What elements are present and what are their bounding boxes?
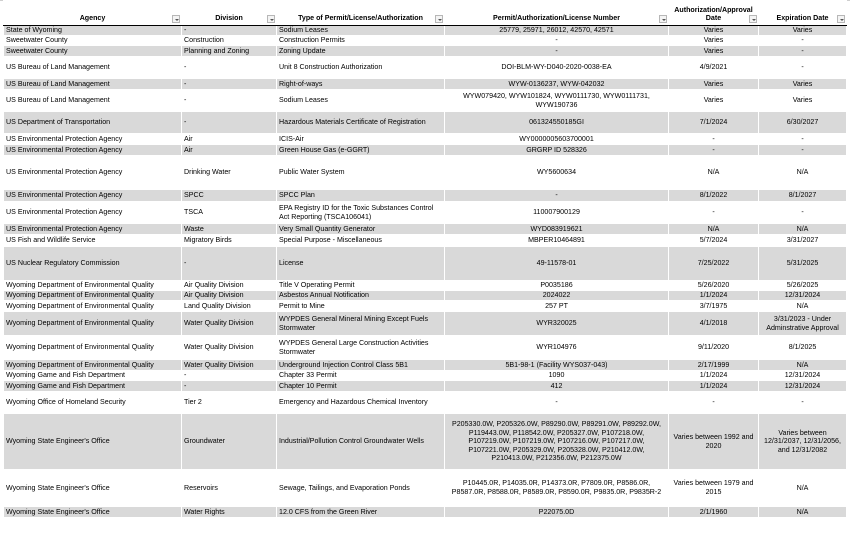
- header-type-label: Type of Permit/License/Authorization: [298, 14, 423, 23]
- permits-table: [3, 0, 847, 518]
- cell-number[interactable]: P22075.0D: [445, 507, 669, 518]
- cell-type[interactable]: Asbestos Annual Notification: [277, 291, 445, 301]
- cell-auth-date[interactable]: Varies between 1992 and 2020: [669, 414, 759, 470]
- cell-agency[interactable]: Wyoming Department of Environmental Quality: [4, 291, 182, 301]
- cell-exp-date[interactable]: Varies: [759, 26, 847, 36]
- table-row: [4, 112, 847, 134]
- table-row: [4, 202, 847, 224]
- filter-dropdown-icon[interactable]: [659, 15, 667, 23]
- table-row: [4, 247, 847, 281]
- cell-exp-date[interactable]: N/A: [759, 301, 847, 312]
- cell-type[interactable]: Sodium Leases: [277, 26, 445, 36]
- cell-type[interactable]: Industrial/Pollution Control Groundwater Wells: [277, 414, 445, 470]
- cell-auth-date[interactable]: 2/17/1999: [669, 360, 759, 371]
- cell-number[interactable]: 2024022: [445, 291, 669, 301]
- header-number: [445, 1, 669, 26]
- cell-auth-date[interactable]: Varies: [669, 90, 759, 112]
- cell-agency[interactable]: Sweetwater County: [4, 36, 182, 46]
- cell-division[interactable]: Drinking Water: [182, 156, 277, 190]
- cell-type[interactable]: Construction Permits: [277, 36, 445, 46]
- cell-type[interactable]: Emergency and Hazardous Chemical Inventory: [277, 392, 445, 414]
- cell-agency[interactable]: US Environmental Protection Agency: [4, 156, 182, 190]
- cell-division[interactable]: -: [182, 381, 277, 392]
- cell-auth-date[interactable]: 8/1/2022: [669, 190, 759, 202]
- cell-agency[interactable]: Wyoming Department of Environmental Quality: [4, 301, 182, 312]
- cell-auth-date[interactable]: -: [669, 134, 759, 145]
- table-row: [4, 46, 847, 57]
- cell-exp-date[interactable]: N/A: [759, 156, 847, 190]
- filter-dropdown-icon[interactable]: [749, 15, 757, 23]
- cell-division[interactable]: Air: [182, 145, 277, 156]
- table-row: [4, 224, 847, 235]
- header-type: [277, 1, 445, 26]
- table-row: [4, 156, 847, 190]
- cell-exp-date[interactable]: N/A: [759, 507, 847, 518]
- cell-auth-date[interactable]: 5/26/2020: [669, 281, 759, 291]
- cell-auth-date[interactable]: -: [669, 202, 759, 224]
- cell-number[interactable]: 1090: [445, 371, 669, 381]
- cell-number[interactable]: WY5600634: [445, 156, 669, 190]
- cell-exp-date[interactable]: 8/1/2025: [759, 336, 847, 360]
- cell-exp-date[interactable]: 12/31/2024: [759, 371, 847, 381]
- cell-exp-date[interactable]: 12/31/2024: [759, 291, 847, 301]
- cell-exp-date[interactable]: 6/30/2027: [759, 112, 847, 134]
- cell-exp-date[interactable]: -: [759, 134, 847, 145]
- header-agency-label: Agency: [79, 14, 106, 23]
- cell-agency[interactable]: US Environmental Protection Agency: [4, 190, 182, 202]
- cell-type[interactable]: Underground Injection Control Class 5B1: [277, 360, 445, 371]
- cell-agency[interactable]: Wyoming Department of Environmental Quality: [4, 360, 182, 371]
- cell-number[interactable]: WYW-0136237, WYW-042032: [445, 79, 669, 90]
- cell-agency[interactable]: Wyoming Department of Environmental Quality: [4, 281, 182, 291]
- cell-agency[interactable]: US Nuclear Regulatory Commission: [4, 247, 182, 281]
- cell-exp-date[interactable]: Varies between 12/31/2037, 12/31/2056, and 12/31/2082: [759, 414, 847, 470]
- header-division: [182, 1, 277, 26]
- cell-exp-date[interactable]: -: [759, 145, 847, 156]
- cell-exp-date[interactable]: Varies: [759, 90, 847, 112]
- table-row: [4, 470, 847, 507]
- table-row: [4, 145, 847, 156]
- cell-number[interactable]: -: [445, 392, 669, 414]
- cell-agency[interactable]: US Environmental Protection Agency: [4, 224, 182, 235]
- header-division-label: Division: [215, 14, 243, 23]
- cell-agency[interactable]: Wyoming Department of Environmental Quality: [4, 312, 182, 336]
- cell-agency[interactable]: Wyoming Game and Fish Department: [4, 371, 182, 381]
- filter-dropdown-icon[interactable]: [172, 15, 180, 23]
- cell-number[interactable]: -: [445, 190, 669, 202]
- cell-agency[interactable]: US Bureau of Land Management: [4, 79, 182, 90]
- cell-auth-date[interactable]: 3/7/1975: [669, 301, 759, 312]
- cell-number[interactable]: 061324550185GI: [445, 112, 669, 134]
- cell-agency[interactable]: Wyoming State Engineer's Office: [4, 507, 182, 518]
- cell-number[interactable]: MBPER10464891: [445, 235, 669, 247]
- header-auth-date: [669, 1, 759, 26]
- cell-type[interactable]: WYPDES General Mineral Mining Except Fuels Stormwater: [277, 312, 445, 336]
- cell-exp-date[interactable]: -: [759, 57, 847, 79]
- cell-type[interactable]: 12.0 CFS from the Green River: [277, 507, 445, 518]
- cell-agency[interactable]: Sweetwater County: [4, 46, 182, 57]
- cell-number[interactable]: P10445.0R, P14035.0R, P14373.0R, P7809.0R, P8586.0R, P8587.0R, P8588.0R, P8589.0R, P8590.0R, P9835.0R, P9835R-2: [445, 470, 669, 507]
- cell-type[interactable]: Very Small Quantity Generator: [277, 224, 445, 235]
- header-exp-date: [759, 1, 847, 26]
- cell-auth-date[interactable]: 4/1/2018: [669, 312, 759, 336]
- cell-type[interactable]: License: [277, 247, 445, 281]
- cell-division[interactable]: TSCA: [182, 202, 277, 224]
- table-row: [4, 336, 847, 360]
- cell-auth-date[interactable]: Varies: [669, 36, 759, 46]
- cell-exp-date[interactable]: 5/31/2025: [759, 247, 847, 281]
- cell-number[interactable]: P205330.0W, P205326.0W, P89290.0W, P89291.0W, P89292.0W, P119443.0W, P118542.0W, P205327.0W, P107218.0W, P107219.0W, P107219.0W, P107216.0W, P107217.0W, P107221.0W, P205329.0W, P205328.0W, P210412.0W, P210413.0W, P212356.0W, P212375.0W: [445, 414, 669, 470]
- cell-division[interactable]: -: [182, 90, 277, 112]
- cell-auth-date[interactable]: -: [669, 145, 759, 156]
- cell-auth-date[interactable]: 9/11/2020: [669, 336, 759, 360]
- cell-type[interactable]: ICIS-Air: [277, 134, 445, 145]
- cell-auth-date[interactable]: 1/1/2024: [669, 381, 759, 392]
- cell-division[interactable]: Water Quality Division: [182, 336, 277, 360]
- filter-dropdown-icon[interactable]: [435, 15, 443, 23]
- cell-number[interactable]: WYR104976: [445, 336, 669, 360]
- header-row: [4, 1, 847, 26]
- cell-type[interactable]: EPA Registry ID for the Toxic Substances Control Act Reporting (TSCA106041): [277, 202, 445, 224]
- table-row: [4, 507, 847, 518]
- cell-auth-date[interactable]: 1/1/2024: [669, 371, 759, 381]
- table-row: [4, 79, 847, 90]
- cell-auth-date[interactable]: 4/9/2021: [669, 57, 759, 79]
- cell-exp-date[interactable]: -: [759, 392, 847, 414]
- cell-division[interactable]: Water Rights: [182, 507, 277, 518]
- cell-exp-date[interactable]: -: [759, 202, 847, 224]
- cell-division[interactable]: Tier 2: [182, 392, 277, 414]
- cell-division[interactable]: SPCC: [182, 190, 277, 202]
- table-row: [4, 291, 847, 301]
- cell-auth-date[interactable]: 5/7/2024: [669, 235, 759, 247]
- cell-division[interactable]: Air Quality Division: [182, 291, 277, 301]
- cell-exp-date[interactable]: N/A: [759, 360, 847, 371]
- cell-exp-date[interactable]: -: [759, 36, 847, 46]
- cell-agency[interactable]: Wyoming Office of Homeland Security: [4, 392, 182, 414]
- cell-type[interactable]: WYPDES General Large Construction Activities Stormwater: [277, 336, 445, 360]
- header-agency: [4, 1, 182, 26]
- cell-auth-date[interactable]: Varies: [669, 79, 759, 90]
- cell-number[interactable]: P0035186: [445, 281, 669, 291]
- cell-auth-date[interactable]: N/A: [669, 224, 759, 235]
- table-row: [4, 381, 847, 392]
- cell-exp-date[interactable]: N/A: [759, 224, 847, 235]
- cell-division[interactable]: Planning and Zoning: [182, 46, 277, 57]
- cell-division[interactable]: Reservoirs: [182, 470, 277, 507]
- table-row: [4, 190, 847, 202]
- cell-exp-date[interactable]: 3/31/2023 - Under Adminstrative Approval: [759, 312, 847, 336]
- cell-agency[interactable]: US Fish and Wildlife Service: [4, 235, 182, 247]
- table-row: [4, 281, 847, 291]
- cell-division[interactable]: Migratory Birds: [182, 235, 277, 247]
- cell-number[interactable]: WYD083919621: [445, 224, 669, 235]
- table-row: [4, 371, 847, 381]
- filter-dropdown-icon[interactable]: [267, 15, 275, 23]
- cell-agency[interactable]: US Bureau of Land Management: [4, 90, 182, 112]
- table-row: [4, 235, 847, 247]
- cell-division[interactable]: -: [182, 371, 277, 381]
- cell-number[interactable]: GRGRP ID 528326: [445, 145, 669, 156]
- cell-type[interactable]: SPCC Plan: [277, 190, 445, 202]
- cell-number[interactable]: 257 PT: [445, 301, 669, 312]
- cell-number[interactable]: -: [445, 46, 669, 57]
- cell-number[interactable]: WYW079420, WYW101824, WYW0111730, WYW0111731, WYW190736: [445, 90, 669, 112]
- cell-agency[interactable]: Wyoming Department of Environmental Quality: [4, 336, 182, 360]
- cell-number[interactable]: 25779, 25971, 26012, 42570, 42571: [445, 26, 669, 36]
- cell-agency[interactable]: US Department of Transportation: [4, 112, 182, 134]
- cell-division[interactable]: -: [182, 112, 277, 134]
- table-row: [4, 392, 847, 414]
- cell-type[interactable]: Zoning Update: [277, 46, 445, 57]
- cell-agency[interactable]: US Bureau of Land Management: [4, 57, 182, 79]
- cell-division[interactable]: Water Quality Division: [182, 360, 277, 371]
- header-exp-date-label: Expiration Date: [776, 14, 829, 23]
- cell-auth-date[interactable]: 7/1/2024: [669, 112, 759, 134]
- cell-type[interactable]: Sodium Leases: [277, 90, 445, 112]
- header-auth-date-label: Authorization/Approval Date: [674, 5, 753, 23]
- cell-agency[interactable]: Wyoming State Engineer's Office: [4, 414, 182, 470]
- cell-division[interactable]: Groundwater: [182, 414, 277, 470]
- cell-auth-date[interactable]: -: [669, 392, 759, 414]
- cell-type[interactable]: Public Water System: [277, 156, 445, 190]
- table-row: [4, 360, 847, 371]
- cell-agency[interactable]: US Environmental Protection Agency: [4, 134, 182, 145]
- cell-type[interactable]: Green House Gas (e-GGRT): [277, 145, 445, 156]
- cell-division[interactable]: Air Quality Division: [182, 281, 277, 291]
- table-row: [4, 36, 847, 46]
- cell-number[interactable]: 5B1-98-1 (Facility WYS037-043): [445, 360, 669, 371]
- cell-division[interactable]: Construction: [182, 36, 277, 46]
- table-row: [4, 312, 847, 336]
- cell-agency[interactable]: Wyoming Game and Fish Department: [4, 381, 182, 392]
- table-row: [4, 134, 847, 145]
- table-row: [4, 301, 847, 312]
- cell-agency[interactable]: US Environmental Protection Agency: [4, 145, 182, 156]
- cell-type[interactable]: Special Purpose - Miscellaneous: [277, 235, 445, 247]
- cell-division[interactable]: -: [182, 247, 277, 281]
- cell-auth-date[interactable]: Varies: [669, 26, 759, 36]
- cell-number[interactable]: WYR320025: [445, 312, 669, 336]
- cell-exp-date[interactable]: 5/26/2025: [759, 281, 847, 291]
- table-row: [4, 90, 847, 112]
- cell-auth-date[interactable]: 7/25/2022: [669, 247, 759, 281]
- header-number-label: Permit/Authorization/License Number: [493, 14, 620, 23]
- table-row: [4, 57, 847, 79]
- cell-exp-date[interactable]: 3/31/2027: [759, 235, 847, 247]
- cell-division[interactable]: Air: [182, 134, 277, 145]
- cell-agency[interactable]: State of Wyoming: [4, 26, 182, 36]
- cell-type[interactable]: Sewage, Tailings, and Evaporation Ponds: [277, 470, 445, 507]
- cell-agency[interactable]: Wyoming State Engineer's Office: [4, 470, 182, 507]
- table-row: [4, 26, 847, 36]
- cell-auth-date[interactable]: Varies between 1979 and 2015: [669, 470, 759, 507]
- cell-number[interactable]: -: [445, 36, 669, 46]
- cell-type[interactable]: Chapter 10 Permit: [277, 381, 445, 392]
- cell-exp-date[interactable]: N/A: [759, 470, 847, 507]
- cell-type[interactable]: Permit to Mine: [277, 301, 445, 312]
- cell-auth-date[interactable]: 1/1/2024: [669, 291, 759, 301]
- cell-number[interactable]: DOI-BLM-WY-D040-2020-0038-EA: [445, 57, 669, 79]
- cell-division[interactable]: Land Quality Division: [182, 301, 277, 312]
- cell-division[interactable]: -: [182, 57, 277, 79]
- cell-agency[interactable]: US Environmental Protection Agency: [4, 202, 182, 224]
- cell-auth-date[interactable]: Varies: [669, 46, 759, 57]
- cell-type[interactable]: Hazardous Materials Certificate of Registration: [277, 112, 445, 134]
- cell-number[interactable]: 412: [445, 381, 669, 392]
- cell-number[interactable]: 49-11578-01: [445, 247, 669, 281]
- filter-dropdown-icon[interactable]: [837, 15, 845, 23]
- cell-division[interactable]: Waste: [182, 224, 277, 235]
- table-row: [4, 414, 847, 470]
- cell-auth-date[interactable]: 2/1/1960: [669, 507, 759, 518]
- cell-type[interactable]: Right-of-ways: [277, 79, 445, 90]
- cell-auth-date[interactable]: N/A: [669, 156, 759, 190]
- cell-division[interactable]: -: [182, 79, 277, 90]
- cell-number[interactable]: WY0000005603700001: [445, 134, 669, 145]
- cell-division[interactable]: Water Quality Division: [182, 312, 277, 336]
- cell-type[interactable]: Unit 8 Construction Authorization: [277, 57, 445, 79]
- cell-type[interactable]: Title V Operating Permit: [277, 281, 445, 291]
- cell-number[interactable]: 110007900129: [445, 202, 669, 224]
- cell-type[interactable]: Chapter 33 Permit: [277, 371, 445, 381]
- cell-division[interactable]: -: [182, 26, 277, 36]
- cell-exp-date[interactable]: 8/1/2027: [759, 190, 847, 202]
- cell-exp-date[interactable]: Varies: [759, 79, 847, 90]
- cell-exp-date[interactable]: 12/31/2024: [759, 381, 847, 392]
- cell-exp-date[interactable]: -: [759, 46, 847, 57]
